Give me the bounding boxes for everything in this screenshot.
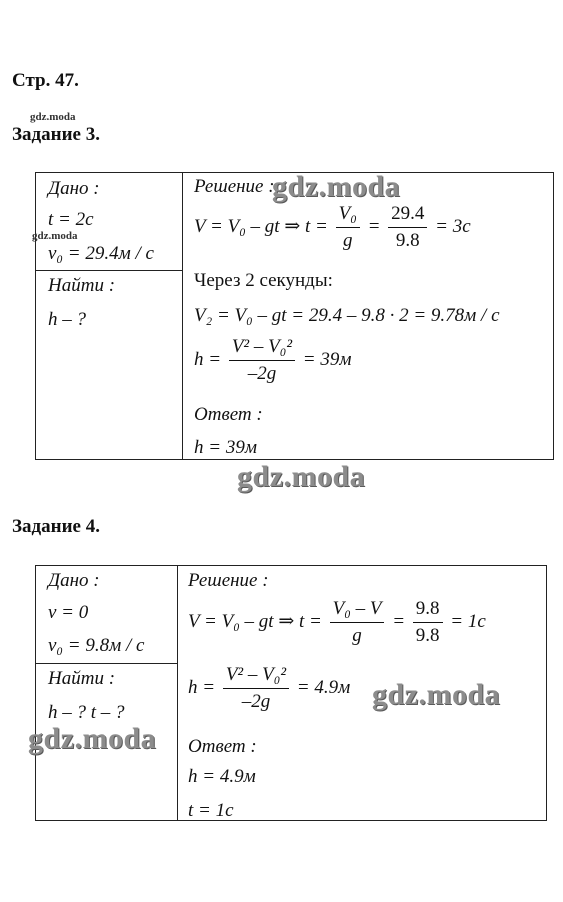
task3-title: Задание 3.: [12, 124, 100, 145]
task4-equation-time: V = V₀ – gt ⇒ t = $\frac{\text{V₀ – V}}{g}$ = $\frac{9.8}{9.8}$ = 1c: [188, 598, 486, 646]
fraction-denominator: 9.8: [395, 230, 420, 251]
task3-table: [32, 172, 554, 460]
task3-given-item: t = 2c: [48, 209, 94, 230]
task4-answer-label: Ответ :: [188, 736, 257, 757]
watermark-large: gdz.moda: [237, 460, 366, 493]
task4-row-divider: [36, 663, 177, 664]
task4-equation-height: [188, 664, 350, 713]
equation-left: h =: [188, 676, 216, 698]
task4-find-label: Найти :: [48, 668, 116, 689]
fraction-numerator: 9.8: [413, 598, 443, 623]
task3-equation-height: [194, 336, 352, 385]
watermark-large: gdz.moda: [372, 678, 501, 711]
watermark-large: gdz.moda: [28, 722, 157, 755]
task3-find-label: Найти :: [48, 275, 116, 296]
task4-answer-item: h = 4.9м: [188, 766, 256, 787]
fraction: [229, 336, 295, 385]
task3-answer-item: h = 39м: [194, 437, 257, 458]
task3-answer-label: Ответ :: [194, 404, 263, 425]
watermark-small: gdz.moda: [30, 111, 76, 123]
task3-given-label: Дано :: [48, 178, 100, 199]
fraction-numerator: V₀ – V: [330, 598, 385, 623]
equation-result: = 4.9м: [296, 676, 351, 698]
task3-find-item: h – ?: [48, 309, 86, 330]
task4-column-divider: [177, 566, 178, 820]
fraction-denominator: 9.8: [415, 625, 440, 646]
fraction-numerator: 29.4: [388, 203, 427, 228]
fraction: [330, 598, 385, 647]
equation-left: V = V₀ – gt ⇒ t =: [194, 215, 328, 237]
watermark-large: gdz.moda: [272, 170, 401, 203]
page-label: Стр. 47.: [12, 70, 79, 91]
task4-title: Задание 4.: [12, 516, 100, 537]
equation-result: = 39м: [302, 348, 352, 370]
fraction-denominator: –2g: [247, 363, 277, 384]
equation-left: V = V₀ – gt ⇒ t =: [188, 610, 322, 632]
task4-given-label: Дано :: [48, 570, 100, 591]
fraction: [413, 598, 443, 647]
task3-through-text: Через 2 секунды:: [194, 270, 333, 291]
task4-solution-label: Решение :: [188, 570, 269, 591]
fraction-denominator: g: [352, 625, 362, 646]
task4-given-item: v = 0: [48, 602, 89, 623]
fraction-denominator: –2g: [241, 691, 271, 712]
fraction: [388, 203, 427, 252]
fraction: [223, 664, 289, 713]
equation-left: h =: [194, 348, 222, 370]
task3-solution-label: Решение :: [194, 176, 275, 197]
task3-equation-velocity: V₂ = V₀ – gt = 29.4 – 9.8 · 2 = 9.78м / с: [194, 305, 500, 326]
fraction: [336, 203, 360, 252]
watermark-small: gdz.moda: [32, 230, 78, 242]
task4-answer-item: t = 1c: [188, 800, 234, 821]
equation-result: = 3c: [435, 215, 471, 237]
task4-given-item: v₀ = 9.8м / с: [48, 635, 145, 656]
fraction-numerator: V₀: [336, 203, 360, 228]
task3-equation-time: V = V₀ – gt ⇒ t = $\frac{\text{V₀}}{g}$ = $\frac{29.4}{9.8}$ = 3c: [194, 203, 471, 251]
fraction-denominator: g: [342, 230, 353, 251]
fraction-numerator: V² – V₀²: [229, 336, 295, 361]
task3-row-divider: [36, 270, 182, 271]
task3-given-item: v₀ = 29.4м / с: [48, 243, 154, 264]
task4-find-item: h – ? t – ?: [48, 702, 125, 723]
task3-column-divider: [182, 173, 183, 459]
equation-result: = 1c: [450, 610, 486, 632]
fraction-numerator: V² – V₀²: [223, 664, 289, 689]
